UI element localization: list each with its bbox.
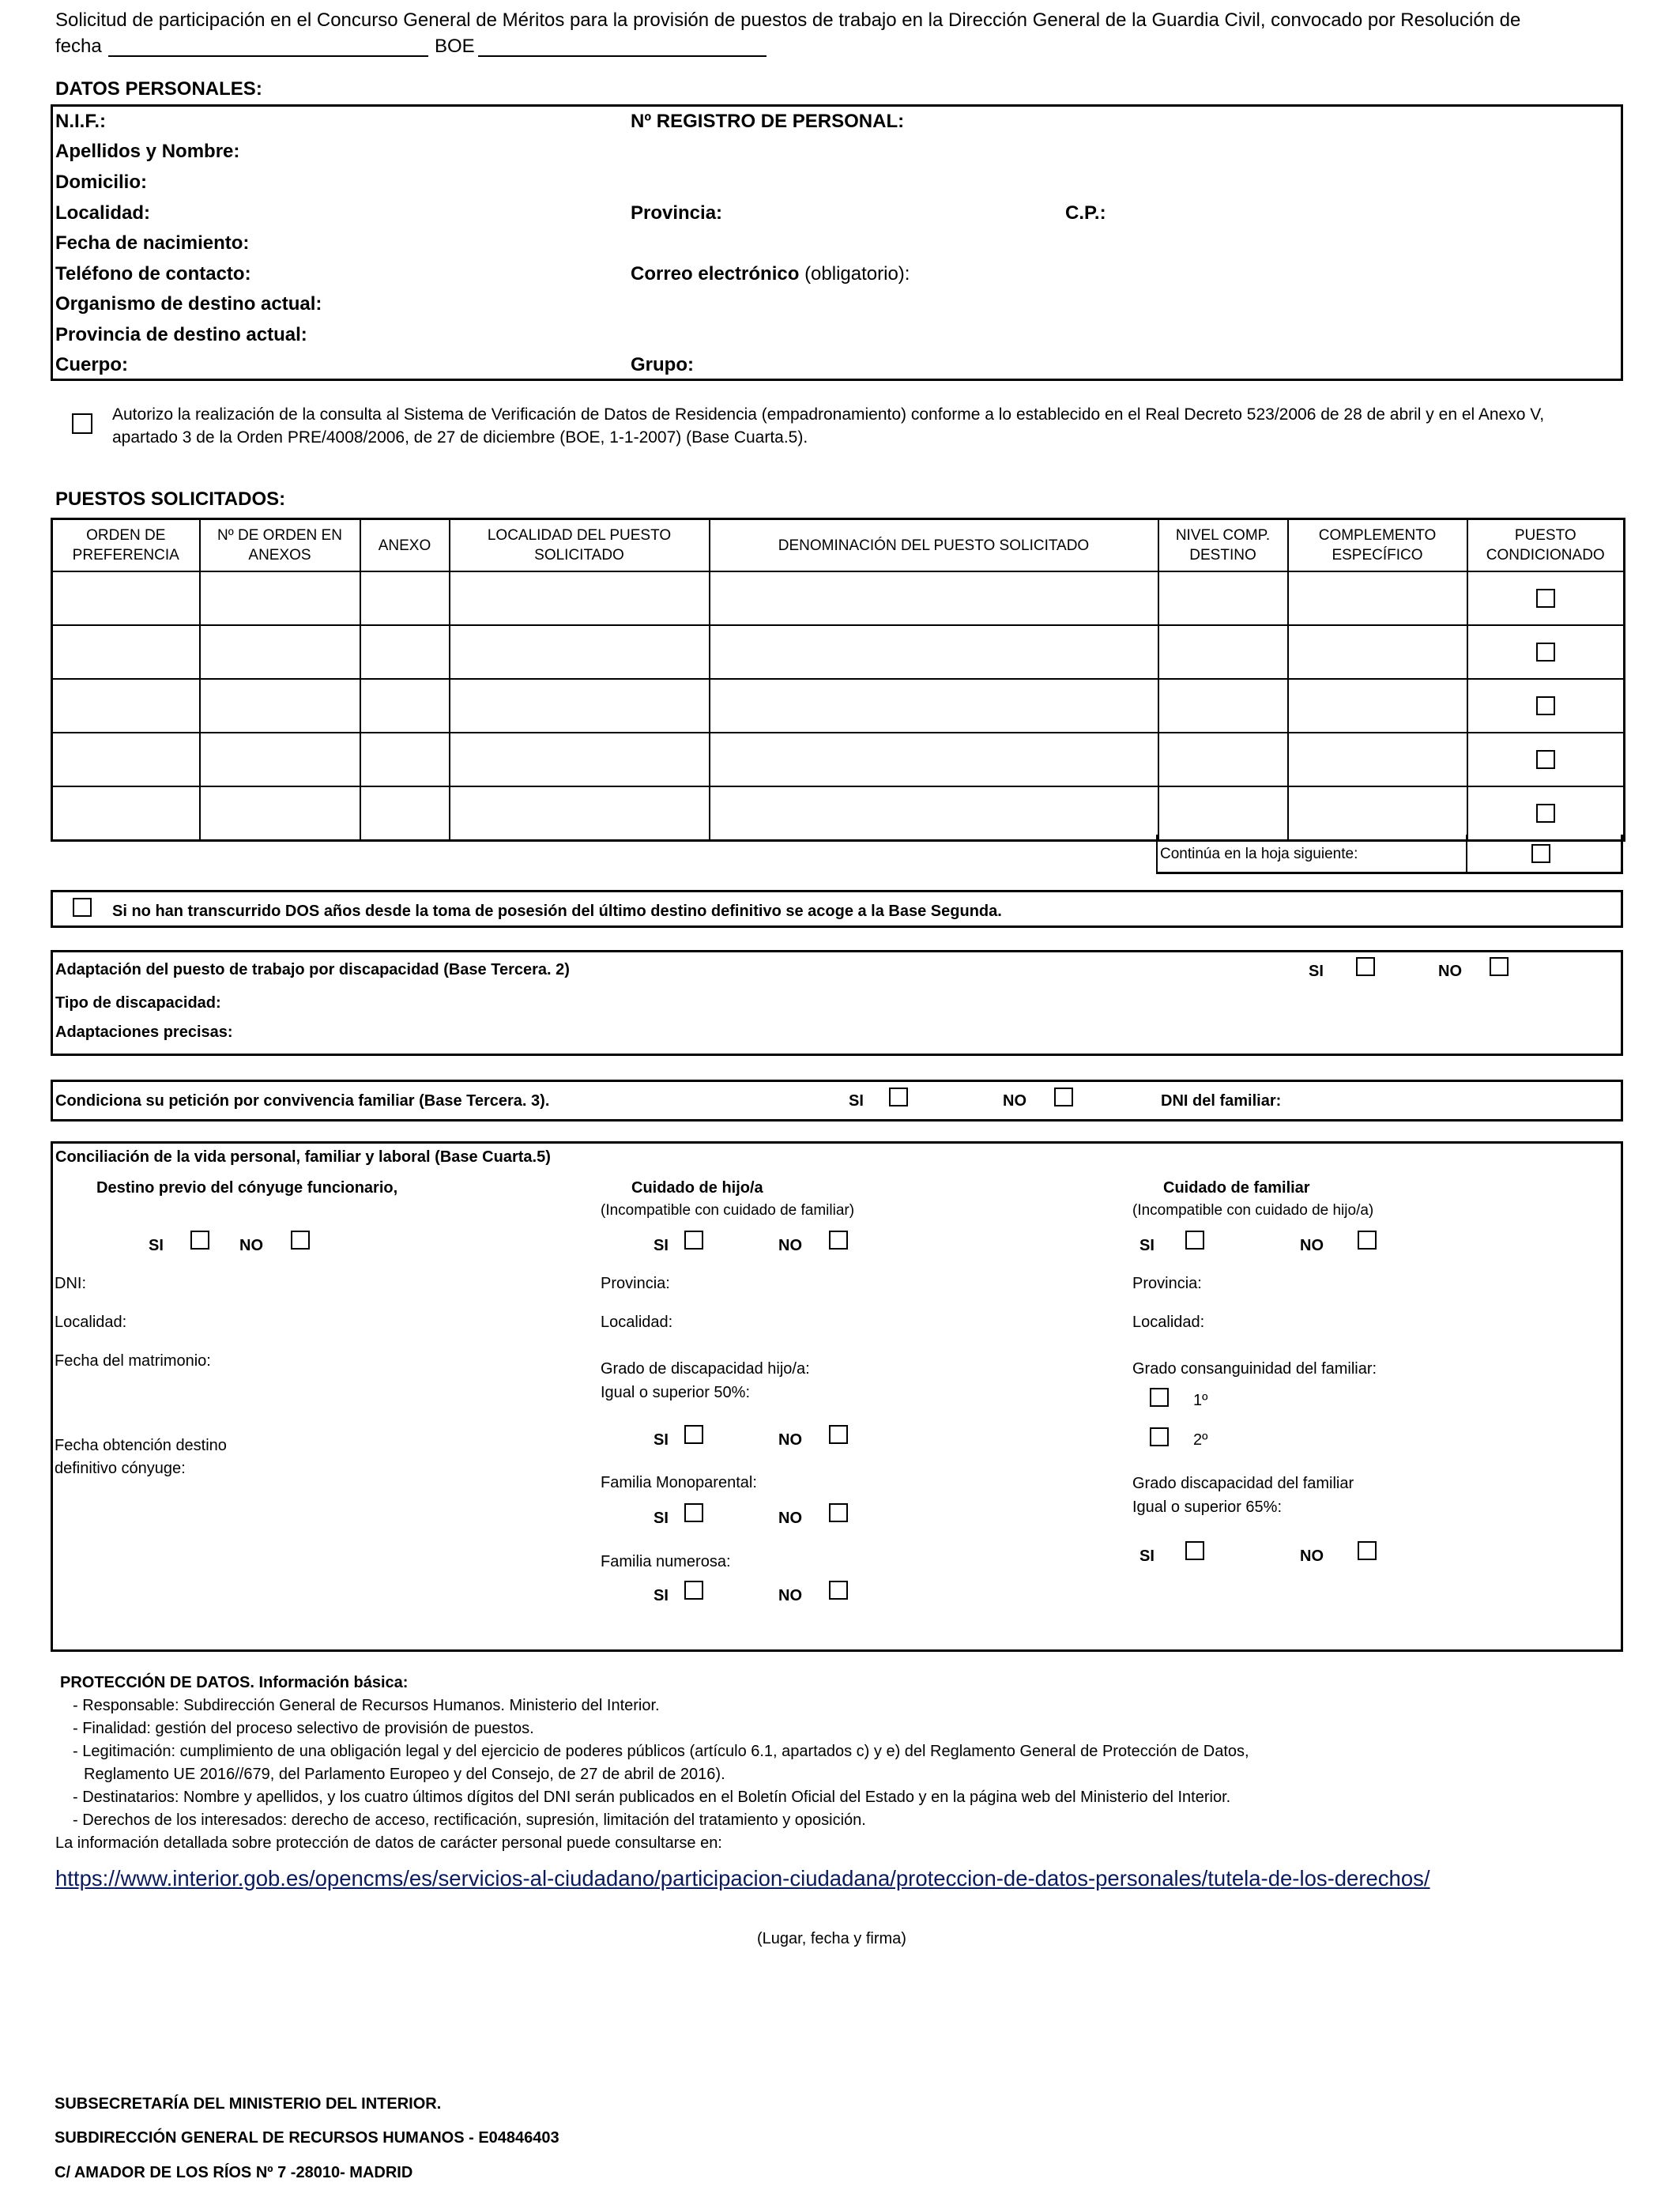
familiar-grado-label-2: Igual o superior 65%:	[1132, 1498, 1283, 1516]
dos-anos-checkbox[interactable]	[73, 898, 92, 917]
condicionado-checkbox[interactable]	[1536, 589, 1555, 608]
condicionado-checkbox[interactable]	[1536, 750, 1555, 769]
hijo-grado-label-2: Igual o superior 50%:	[601, 1384, 751, 1401]
col-denominacion: DENOMINACIÓN DEL PUESTO SOLICITADO	[710, 519, 1158, 572]
familiar-no-label: NO	[1300, 1237, 1324, 1254]
conyuge-no-label: NO	[239, 1237, 263, 1254]
grado-hijo-si-checkbox[interactable]	[684, 1425, 703, 1444]
fecha-label: fecha	[55, 36, 102, 57]
cell-denominacion[interactable]	[710, 786, 1158, 841]
adaptacion-si-label: SI	[1309, 963, 1324, 980]
puestos-header-row	[52, 519, 1625, 572]
familiar-localidad-label: Localidad:	[1132, 1314, 1205, 1331]
correo-label: Correo electrónico	[631, 263, 800, 285]
cell-anexo[interactable]	[360, 786, 450, 841]
fecha-nacimiento-label: Fecha de nacimiento:	[55, 232, 250, 254]
cell-complemento[interactable]	[1288, 679, 1467, 733]
adaptacion-si-checkbox[interactable]	[1356, 957, 1375, 976]
consanguinidad-1-label: 1º	[1193, 1392, 1208, 1409]
puestos-table	[51, 518, 1625, 842]
familiar-si-label: SI	[1139, 1237, 1155, 1254]
grado-hijo-no-checkbox[interactable]	[829, 1425, 848, 1444]
organismo-label: Organismo de destino actual:	[55, 293, 322, 315]
consanguinidad-1-checkbox[interactable]	[1150, 1388, 1169, 1407]
col-puesto-condicionado: PUESTO CONDICIONADO	[1467, 519, 1625, 572]
proteccion-title: PROTECCIÓN DE DATOS. Información básica:	[60, 1674, 409, 1691]
cell-condicionado	[1467, 571, 1625, 625]
fecha-obtencion-label-1: Fecha obtención destino	[55, 1437, 227, 1454]
proteccion-legitimacion-1: - Legitimación: cumplimiento de una obligación legal y del ejercicio de poderes públicos (artículo 6.1, apartados c) y e) del Reglamento General de Protección de Datos,	[73, 1743, 1249, 1760]
hijo-title: Cuidado de hijo/a	[631, 1179, 763, 1197]
hijo-no-checkbox[interactable]	[829, 1231, 848, 1250]
cell-condicionado	[1467, 733, 1625, 786]
dni-familiar-label: DNI del familiar:	[1161, 1092, 1282, 1110]
autorizo-line1: Autorizo la realización de la consulta al Sistema de Verificación de Datos de Residencia (empadronamiento) conforme a lo establecido en el Real Decreto 523/2006 de 28 de abril y en el Anexo V,	[112, 405, 1545, 424]
conyuge-si-checkbox[interactable]	[190, 1231, 209, 1250]
convivencia-si-label: SI	[849, 1092, 864, 1110]
table-row	[52, 679, 1625, 733]
monoparental-si-checkbox[interactable]	[684, 1503, 703, 1522]
grado-hijo-si-label: SI	[654, 1431, 669, 1449]
numerosa-si-checkbox[interactable]	[684, 1581, 703, 1600]
cell-num-orden[interactable]	[200, 786, 360, 841]
hijo-note: (Incompatible con cuidado de familiar)	[601, 1202, 855, 1219]
cell-anexo[interactable]	[360, 679, 450, 733]
monoparental-no-label: NO	[778, 1510, 802, 1527]
familiar-note: (Incompatible con cuidado de hijo/a)	[1132, 1202, 1374, 1219]
fecha-obtencion-label-2: definitivo cónyuge:	[55, 1460, 186, 1477]
cell-orden[interactable]	[52, 571, 200, 625]
provincia-label: Provincia:	[631, 202, 723, 224]
autorizo-checkbox[interactable]	[72, 413, 92, 434]
cell-complemento[interactable]	[1288, 786, 1467, 841]
autorizo-line2: apartado 3 de la Orden PRE/4008/2006, de 27 de diciembre (BOE, 1-1-2007) (Base Cuarta.5).	[112, 428, 808, 447]
apellidos-label: Apellidos y Nombre:	[55, 141, 240, 162]
familiar-title: Cuidado de familiar	[1163, 1179, 1310, 1197]
col-orden-anexos: Nº DE ORDEN EN ANEXOS	[200, 519, 360, 572]
familiar-no-checkbox[interactable]	[1358, 1231, 1377, 1250]
convivencia-no-label: NO	[1003, 1092, 1026, 1110]
correo-note: (obligatorio):	[804, 263, 910, 285]
conyuge-title: Destino previo del cónyuge funcionario,	[96, 1179, 398, 1197]
convivencia-si-checkbox[interactable]	[889, 1088, 908, 1106]
hijo-provincia-label: Provincia:	[601, 1275, 670, 1292]
adaptaciones-label: Adaptaciones precisas:	[55, 1023, 233, 1041]
familiar-si-checkbox[interactable]	[1185, 1231, 1204, 1250]
hijo-grado-label-1: Grado de discapacidad hijo/a:	[601, 1360, 810, 1378]
correo-label-group	[631, 265, 910, 284]
proteccion-derechos: - Derechos de los interesados: derecho de acceso, rectificación, supresión, limitación del tratamiento y oposición.	[73, 1811, 866, 1829]
numerosa-si-label: SI	[654, 1587, 669, 1604]
proteccion-destinatarios: - Destinatarios: Nombre y apellidos, y los cuatro últimos dígitos del DNI serán publicados en el Boletín Oficial del Estado y en la página web del Ministerio del Interior.	[73, 1789, 1231, 1806]
cell-num-orden[interactable]	[200, 625, 360, 679]
proteccion-legitimacion-2: Reglamento UE 2016//679, del Parlamento Europeo y del Consejo, de 27 de abril de 2016).	[84, 1766, 725, 1783]
cell-localidad[interactable]	[450, 571, 710, 625]
monoparental-label: Familia Monoparental:	[601, 1474, 757, 1491]
table-row	[52, 786, 1625, 841]
convivencia-no-checkbox[interactable]	[1054, 1088, 1073, 1106]
boe-field[interactable]	[478, 55, 767, 57]
dos-anos-text: Si no han transcurrido DOS años desde la toma de posesión del último destino definitivo se acoge a la Base Segunda.	[112, 903, 1002, 920]
cell-localidad[interactable]	[450, 625, 710, 679]
hijo-no-label: NO	[778, 1237, 802, 1254]
grado-hijo-no-label: NO	[778, 1431, 802, 1449]
col-nivel-comp: NIVEL COMP. DESTINO	[1158, 519, 1288, 572]
cell-num-orden[interactable]	[200, 679, 360, 733]
firma-label: (Lugar, fecha y firma)	[757, 1930, 906, 1947]
hijo-localidad-label: Localidad:	[601, 1314, 673, 1331]
table-row	[52, 733, 1625, 786]
cell-denominacion[interactable]	[710, 679, 1158, 733]
col-orden-preferencia: ORDEN DE PREFERENCIA	[52, 519, 200, 572]
cell-localidad[interactable]	[450, 679, 710, 733]
cell-complemento[interactable]	[1288, 571, 1467, 625]
cell-num-orden[interactable]	[200, 571, 360, 625]
conyuge-no-checkbox[interactable]	[291, 1231, 310, 1250]
provincia-destino-label: Provincia de destino actual:	[55, 324, 307, 345]
grado-familiar-si-checkbox[interactable]	[1185, 1541, 1204, 1560]
proteccion-url-link[interactable]: https://www.interior.gob.es/opencms/es/servicios-al-ciudadano/participacion-ciudadana/proteccion-de-datos-personales/tutela-de-los-derechos/	[55, 1866, 1430, 1891]
cell-nivel[interactable]	[1158, 625, 1288, 679]
cell-nivel[interactable]	[1158, 786, 1288, 841]
cell-anexo[interactable]	[360, 625, 450, 679]
datos-personales-title: DATOS PERSONALES:	[55, 78, 262, 100]
continua-divider	[1466, 835, 1467, 874]
proteccion-responsable: - Responsable: Subdirección General de Recursos Humanos. Ministerio del Interior.	[73, 1697, 660, 1714]
proteccion-info: La información detallada sobre protección de datos de carácter personal puede consultarse en:	[55, 1834, 722, 1852]
familiar-grado-label-1: Grado discapacidad del familiar	[1132, 1475, 1354, 1492]
boe-label: BOE	[435, 36, 475, 57]
domicilio-label: Domicilio:	[55, 172, 148, 193]
table-row	[52, 571, 1625, 625]
cell-num-orden[interactable]	[200, 733, 360, 786]
footer-line2: SUBDIRECCIÓN GENERAL DE RECURSOS HUMANOS - E04846403	[55, 2129, 559, 2147]
cell-orden[interactable]	[52, 625, 200, 679]
condicionado-checkbox[interactable]	[1536, 643, 1555, 662]
cp-label: C.P.:	[1065, 202, 1106, 224]
conyuge-localidad-label: Localidad:	[55, 1314, 127, 1331]
cell-orden[interactable]	[52, 733, 200, 786]
cell-nivel[interactable]	[1158, 679, 1288, 733]
consanguinidad-label: Grado consanguinidad del familiar:	[1132, 1360, 1377, 1378]
footer-line1: SUBSECRETARÍA DEL MINISTERIO DEL INTERIOR.	[55, 2095, 442, 2113]
cell-anexo[interactable]	[360, 733, 450, 786]
adaptacion-no-checkbox[interactable]	[1490, 957, 1509, 976]
consanguinidad-2-label: 2º	[1193, 1431, 1208, 1449]
conyuge-si-label: SI	[149, 1237, 164, 1254]
cell-complemento[interactable]	[1288, 733, 1467, 786]
registro-label: Nº REGISTRO DE PERSONAL:	[631, 111, 905, 132]
col-complemento: COMPLEMENTO ESPECÍFICO	[1288, 519, 1467, 572]
continua-checkbox[interactable]	[1531, 844, 1550, 863]
cell-complemento[interactable]	[1288, 625, 1467, 679]
grupo-label: Grupo:	[631, 354, 694, 375]
cell-denominacion[interactable]	[710, 733, 1158, 786]
col-localidad-puesto: LOCALIDAD DEL PUESTO SOLICITADO	[450, 519, 710, 572]
familiar-provincia-label: Provincia:	[1132, 1275, 1202, 1292]
proteccion-finalidad: - Finalidad: gestión del proceso selectivo de provisión de puestos.	[73, 1720, 534, 1737]
cell-anexo[interactable]	[360, 571, 450, 625]
numerosa-no-checkbox[interactable]	[829, 1581, 848, 1600]
numerosa-label: Familia numerosa:	[601, 1553, 731, 1570]
col-anexo: ANEXO	[360, 519, 450, 572]
continua-label: Continúa en la hoja siguiente:	[1160, 846, 1358, 862]
convivencia-title: Condiciona su petición por convivencia familiar (Base Tercera. 3).	[55, 1092, 550, 1110]
hijo-si-checkbox[interactable]	[684, 1231, 703, 1250]
fecha-matrimonio-label: Fecha del matrimonio:	[55, 1352, 211, 1370]
intro-text: Solicitud de participación en el Concurso General de Méritos para la provisión de puestos de trabajo en la Dirección General de la Guardia Civil, convocado por Resolución de	[55, 9, 1521, 31]
tipo-discapacidad-label: Tipo de discapacidad:	[55, 994, 221, 1012]
cell-orden[interactable]	[52, 679, 200, 733]
cell-orden[interactable]	[52, 786, 200, 841]
adaptacion-no-label: NO	[1438, 963, 1462, 980]
cell-condicionado	[1467, 625, 1625, 679]
conciliacion-title: Conciliación de la vida personal, familiar y laboral (Base Cuarta.5)	[55, 1148, 551, 1166]
adaptacion-title: Adaptación del puesto de trabajo por discapacidad (Base Tercera. 2)	[55, 961, 570, 978]
grado-familiar-no-label: NO	[1300, 1547, 1324, 1565]
conyuge-dni-label: DNI:	[55, 1275, 86, 1292]
cell-localidad[interactable]	[450, 733, 710, 786]
cell-nivel[interactable]	[1158, 733, 1288, 786]
fecha-field[interactable]	[108, 55, 428, 57]
footer-line3: C/ AMADOR DE LOS RÍOS Nº 7 -28010- MADRID	[55, 2164, 413, 2181]
localidad-label: Localidad:	[55, 202, 151, 224]
cuerpo-label: Cuerpo:	[55, 354, 128, 375]
monoparental-no-checkbox[interactable]	[829, 1503, 848, 1522]
telefono-label: Teléfono de contacto:	[55, 263, 251, 285]
condicionado-checkbox[interactable]	[1536, 696, 1555, 715]
grado-familiar-si-label: SI	[1139, 1547, 1155, 1565]
grado-familiar-no-checkbox[interactable]	[1358, 1541, 1377, 1560]
cell-condicionado	[1467, 679, 1625, 733]
cell-denominacion[interactable]	[710, 571, 1158, 625]
cell-nivel[interactable]	[1158, 571, 1288, 625]
consanguinidad-2-checkbox[interactable]	[1150, 1427, 1169, 1446]
monoparental-si-label: SI	[654, 1510, 669, 1527]
cell-denominacion[interactable]	[710, 625, 1158, 679]
puestos-title: PUESTOS SOLICITADOS:	[55, 488, 286, 510]
cell-condicionado	[1467, 786, 1625, 841]
nif-label: N.I.F.:	[55, 111, 106, 132]
numerosa-no-label: NO	[778, 1587, 802, 1604]
condicionado-checkbox[interactable]	[1536, 804, 1555, 823]
cell-localidad[interactable]	[450, 786, 710, 841]
hijo-si-label: SI	[654, 1237, 669, 1254]
table-row	[52, 625, 1625, 679]
